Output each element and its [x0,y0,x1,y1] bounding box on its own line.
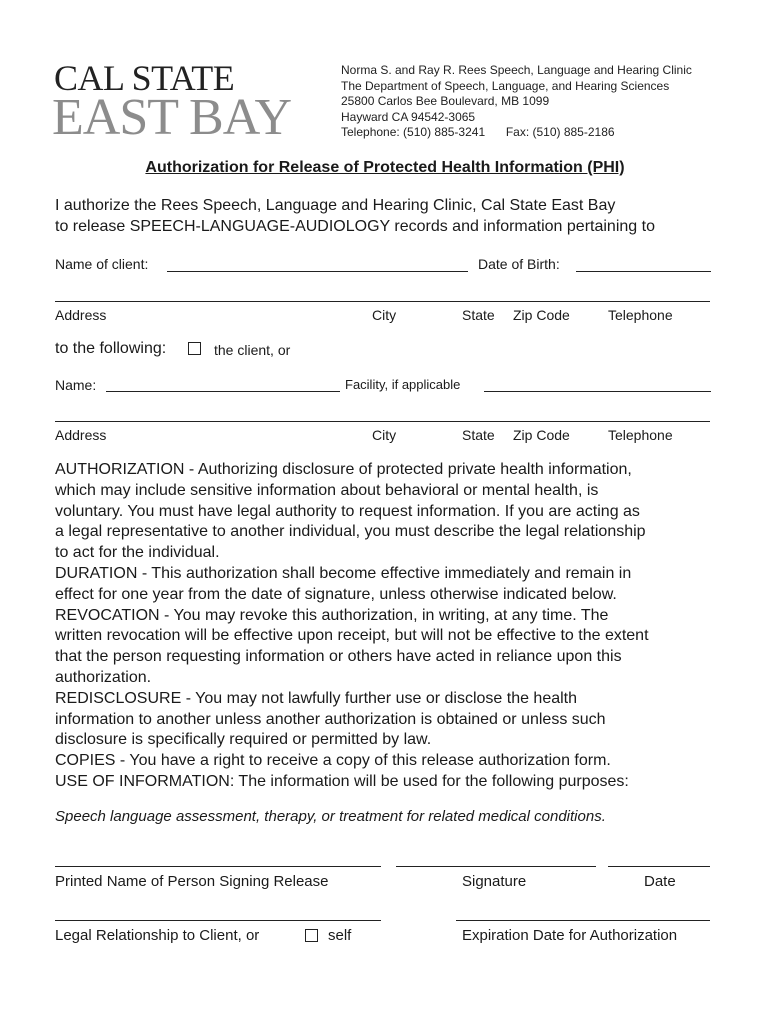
clinic-telephone: Telephone: (510) 885-3241 [341,125,486,139]
the-client-checkbox[interactable] [188,342,201,355]
redisclosure-paragraph: REDISCLOSURE - You may not lawfully further use or disclose the health information to another unless another authorization is obtained or unless such disclosure is specifically required or permitted by law. [55,689,606,749]
signature-field[interactable] [396,866,596,867]
intro-line-1: I authorize the Rees Speech, Language and Hearing Clinic, Cal State East Bay [55,197,616,214]
recipient-name-label: Name: [55,377,97,393]
facility-field[interactable] [484,391,711,392]
client-name-label: Name of client: [55,256,149,272]
use-paragraph: USE OF INFORMATION: The information will be used for the following purposes: [55,772,629,790]
the-client-label: the client, or [214,342,291,358]
facility-label: Facility, if applicable [345,377,461,392]
terms-text [55,460,735,793]
dob-field[interactable] [576,271,711,272]
date-field[interactable] [608,866,710,867]
page-title: Authorization for Release of Protected Health Information (PHI) [145,159,625,176]
client-address-label: Address [55,307,107,323]
expiration-date-field[interactable] [456,920,710,921]
revocation-paragraph: REVOCATION - You may revoke this authorization, in writing, at any time. The written revocation will be effective upon receipt, but will not be effective to the extent that the person requesting information or others have acted in reliance upon this authorization. [55,606,649,686]
recipient-city-label: City [372,427,397,443]
expiration-label: Expiration Date for Authorization [462,927,678,944]
relationship-field[interactable] [55,920,381,921]
clinic-street: 25800 Carlos Bee Boulevard, MB 1099 [341,94,550,108]
copies-paragraph: COPIES - You have a right to receive a copy of this release authorization form. [55,752,611,770]
client-state-label: State [462,307,495,323]
printed-name-label: Printed Name of Person Signing Release [55,873,329,890]
authorization-paragraph: AUTHORIZATION - Authorizing disclosure of protected private health information, which may include sensitive information about behavioral or mental health, is voluntary. You must have legal authority to request information. If you are acting as a legal representative to another individual, you must describe the legal relationship to act for the individual. [55,461,646,562]
recipient-address-label: Address [55,427,107,443]
self-label: self [328,927,352,944]
relationship-label: Legal Relationship to Client, or [55,927,260,944]
recipient-state-label: State [462,427,495,443]
client-zip-label: Zip Code [513,307,570,323]
client-name-field[interactable] [167,271,468,272]
client-city-label: City [372,307,397,323]
clinic-city: Hayward CA 94542-3065 [341,109,476,124]
dob-label: Date of Birth: [478,256,560,272]
clinic-fax: Fax: (510) 885-2186 [505,125,615,139]
date-label: Date [644,873,676,890]
self-checkbox[interactable] [305,929,318,942]
recipient-address-field[interactable] [55,421,710,422]
signature-label: Signature [462,873,527,890]
client-address-field[interactable] [55,301,710,302]
recipient-name-field[interactable] [106,391,340,392]
logo-line-2: EAST BAY [52,89,292,146]
client-telephone-label: Telephone [608,307,673,323]
recipient-zip-label: Zip Code [513,427,570,443]
duration-paragraph: DURATION - This authorization shall become effective immediately and remain in effect for one year from the date of signature, unless otherwise indicated below. [55,564,632,603]
clinic-contact [341,125,692,141]
clinic-address-block [341,63,692,141]
recipient-telephone-label: Telephone [608,427,673,443]
clinic-name: Norma S. and Ray R. Rees Speech, Language and Hearing Clinic [341,63,692,77]
printed-name-field[interactable] [55,866,381,867]
logo-line-1: CAL STATE [54,58,235,98]
clinic-department: The Department of Speech, Language, and Hearing Sciences [341,78,670,93]
purpose-text: Speech language assessment, therapy, or treatment for related medical conditions. [55,808,606,825]
to-following-label: to the following: [55,340,167,357]
intro-line-2: to release SPEECH-LANGUAGE-AUDIOLOGY records and information pertaining to [55,218,655,235]
